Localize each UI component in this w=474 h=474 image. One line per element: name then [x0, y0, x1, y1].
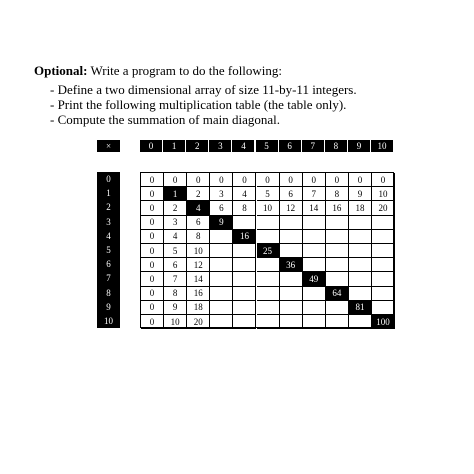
- diagonal-cell: 81: [349, 301, 372, 315]
- table-cell: [280, 230, 303, 244]
- table-cell: 0: [141, 187, 164, 201]
- table-cell: [210, 287, 233, 301]
- task-item: - Compute the summation of main diagonal.: [50, 112, 280, 127]
- table-cell: [257, 287, 280, 301]
- table-cell: 0: [164, 173, 187, 187]
- diagonal-cell: 16: [233, 230, 256, 244]
- table-cell: 0: [141, 244, 164, 258]
- column-header-cell: 4: [232, 140, 254, 152]
- table-cell: 6: [187, 216, 210, 230]
- table-cell: 0: [372, 173, 395, 187]
- table-cell: [303, 258, 326, 272]
- table-cell: [257, 272, 280, 286]
- table-cell: 6: [164, 258, 187, 272]
- row-header-cell: 1: [106, 188, 111, 199]
- row-header-cell: 2: [106, 202, 111, 213]
- table-cell: 8: [326, 187, 349, 201]
- diagonal-cell: 0: [141, 173, 164, 187]
- diagonal-cell: 100: [372, 315, 395, 329]
- table-cell: [326, 272, 349, 286]
- table-cell: 6: [280, 187, 303, 201]
- table-cell: [372, 216, 395, 230]
- column-header-cell: 0: [140, 140, 162, 152]
- table-cell: [349, 258, 372, 272]
- table-cell: 0: [141, 272, 164, 286]
- table-cell: [372, 244, 395, 258]
- table-cell: [280, 301, 303, 315]
- column-header-cell: 5: [256, 140, 278, 152]
- table-cell: [326, 315, 349, 329]
- column-header-row: [97, 140, 394, 152]
- table-cell: [349, 244, 372, 258]
- row-header-cell: 6: [106, 259, 111, 270]
- table-cell: [210, 230, 233, 244]
- table-cell: [372, 287, 395, 301]
- table-cell: [233, 258, 256, 272]
- row-header-cell: 5: [106, 245, 111, 255]
- table-cell: 2: [164, 201, 187, 215]
- table-cell: [372, 258, 395, 272]
- table-cell: 12: [187, 258, 210, 272]
- table-cell: 0: [141, 258, 164, 272]
- table-cell: [326, 216, 349, 230]
- table-cell: 0: [303, 173, 326, 187]
- table-cell: 0: [141, 315, 164, 329]
- diagonal-cell: 64: [326, 287, 349, 301]
- table-cell: 20: [187, 315, 210, 329]
- table-cell: 0: [141, 287, 164, 301]
- table-cell: 0: [326, 173, 349, 187]
- table-cell: 0: [210, 173, 233, 187]
- column-header-cell: 8: [325, 140, 347, 152]
- task-item: - Define a two dimensional array of size 11-by-11 integers.: [50, 82, 357, 97]
- row-header-cell: 10: [104, 316, 113, 326]
- table-cell: [257, 216, 280, 230]
- table-cell: 5: [257, 187, 280, 201]
- table-cell: [303, 301, 326, 315]
- table-cell: 0: [257, 173, 280, 187]
- instructions-heading: [34, 63, 282, 79]
- table-cell: 0: [141, 216, 164, 230]
- table-cell: 0: [233, 173, 256, 187]
- instructions-text: Write a program to do the following:: [87, 63, 283, 78]
- row-header-cell: 9: [106, 301, 111, 312]
- table-cell: 5: [164, 244, 187, 258]
- table-cell: [257, 258, 280, 272]
- table-cell: [303, 315, 326, 329]
- column-header-cell: 7: [302, 140, 324, 152]
- table-cell: [326, 244, 349, 258]
- row-header-cell: 7: [106, 273, 111, 284]
- table-cell: 9: [349, 187, 372, 201]
- table-cell: 4: [164, 230, 187, 244]
- table-cell: [280, 287, 303, 301]
- table-cell: 4: [233, 187, 256, 201]
- table-cell: 3: [164, 216, 187, 230]
- table-cell: 8: [187, 230, 210, 244]
- diagonal-cell: 4: [187, 201, 210, 215]
- table-cell: 3: [210, 187, 233, 201]
- table-cell: [233, 315, 256, 329]
- table-cell: 10: [257, 201, 280, 215]
- task-list: [50, 82, 357, 127]
- table-cell: [210, 272, 233, 286]
- table-cell: [372, 301, 395, 315]
- table-cell: [280, 244, 303, 258]
- table-cell: [349, 287, 372, 301]
- table-cell: 7: [303, 187, 326, 201]
- table-cell: [349, 216, 372, 230]
- table-cell: [303, 287, 326, 301]
- table-cell: [257, 301, 280, 315]
- table-cell: 2: [187, 187, 210, 201]
- table-cell: 9: [164, 301, 187, 315]
- table-cell: 20: [372, 201, 395, 215]
- table-cell: [372, 272, 395, 286]
- task-item: - Print the following multiplication table (the table only).: [50, 97, 347, 112]
- table-cell: [257, 315, 280, 329]
- table-cell: [303, 216, 326, 230]
- column-header-cell: 6: [279, 140, 301, 152]
- diagonal-cell: 9: [210, 216, 233, 230]
- table-cell: 14: [187, 272, 210, 286]
- table-cell: [233, 301, 256, 315]
- table-cell: [210, 301, 233, 315]
- table-cell: 0: [141, 230, 164, 244]
- diagonal-cell: 1: [164, 187, 187, 201]
- table-cell: [210, 258, 233, 272]
- table-cell: [210, 244, 233, 258]
- table-cell: 14: [303, 201, 326, 215]
- corner-header-cell: ×: [97, 140, 120, 152]
- table-cell: 0: [141, 201, 164, 215]
- table-cell: [326, 230, 349, 244]
- table-cell: [233, 272, 256, 286]
- table-cell: [210, 315, 233, 329]
- row-header-cell: 4: [106, 230, 111, 241]
- table-cell: [349, 230, 372, 244]
- row-header-column: [97, 172, 120, 328]
- column-header-cell: 2: [186, 140, 208, 152]
- table-cell: [372, 230, 395, 244]
- table-cell: 12: [280, 201, 303, 215]
- table-cell: 8: [164, 287, 187, 301]
- table-cell: 10: [164, 315, 187, 329]
- table-cell: [280, 272, 303, 286]
- table-cell: 0: [280, 173, 303, 187]
- column-header-cell: 10: [371, 140, 393, 152]
- table-cell: [233, 216, 256, 230]
- table-cell: 0: [349, 173, 372, 187]
- table-cell: 0: [141, 301, 164, 315]
- optional-label: Optional:: [34, 63, 88, 78]
- table-cell: [326, 301, 349, 315]
- diagonal-cell: 25: [257, 244, 280, 258]
- table-cell: 16: [187, 287, 210, 301]
- table-cell: [349, 315, 372, 329]
- diagonal-cell: 36: [280, 258, 303, 272]
- table-cell: [280, 216, 303, 230]
- table-cell: 18: [187, 301, 210, 315]
- table-cell: 8: [233, 201, 256, 215]
- diagonal-cell: 49: [303, 272, 326, 286]
- table-cell: 10: [187, 244, 210, 258]
- table-cell: 10: [372, 187, 395, 201]
- column-header-cell: 9: [348, 140, 370, 152]
- row-header-cell: 8: [106, 287, 111, 298]
- multiplication-table: [140, 172, 394, 328]
- row-header-cell: 0: [106, 174, 111, 184]
- table-cell: 7: [164, 272, 187, 286]
- table-cell: [257, 230, 280, 244]
- table-cell: [233, 244, 256, 258]
- table-cell: [233, 287, 256, 301]
- table-cell: [303, 230, 326, 244]
- table-cell: [349, 272, 372, 286]
- table-cell: [303, 244, 326, 258]
- table-cell: 6: [210, 201, 233, 215]
- table-cell: [326, 258, 349, 272]
- table-cell: [280, 315, 303, 329]
- row-header-cell: 3: [106, 216, 111, 227]
- table-cell: 0: [187, 173, 210, 187]
- table-cell: 18: [349, 201, 372, 215]
- column-header-cell: 1: [163, 140, 185, 152]
- column-header-cell: 3: [209, 140, 231, 152]
- table-cell: 16: [326, 201, 349, 215]
